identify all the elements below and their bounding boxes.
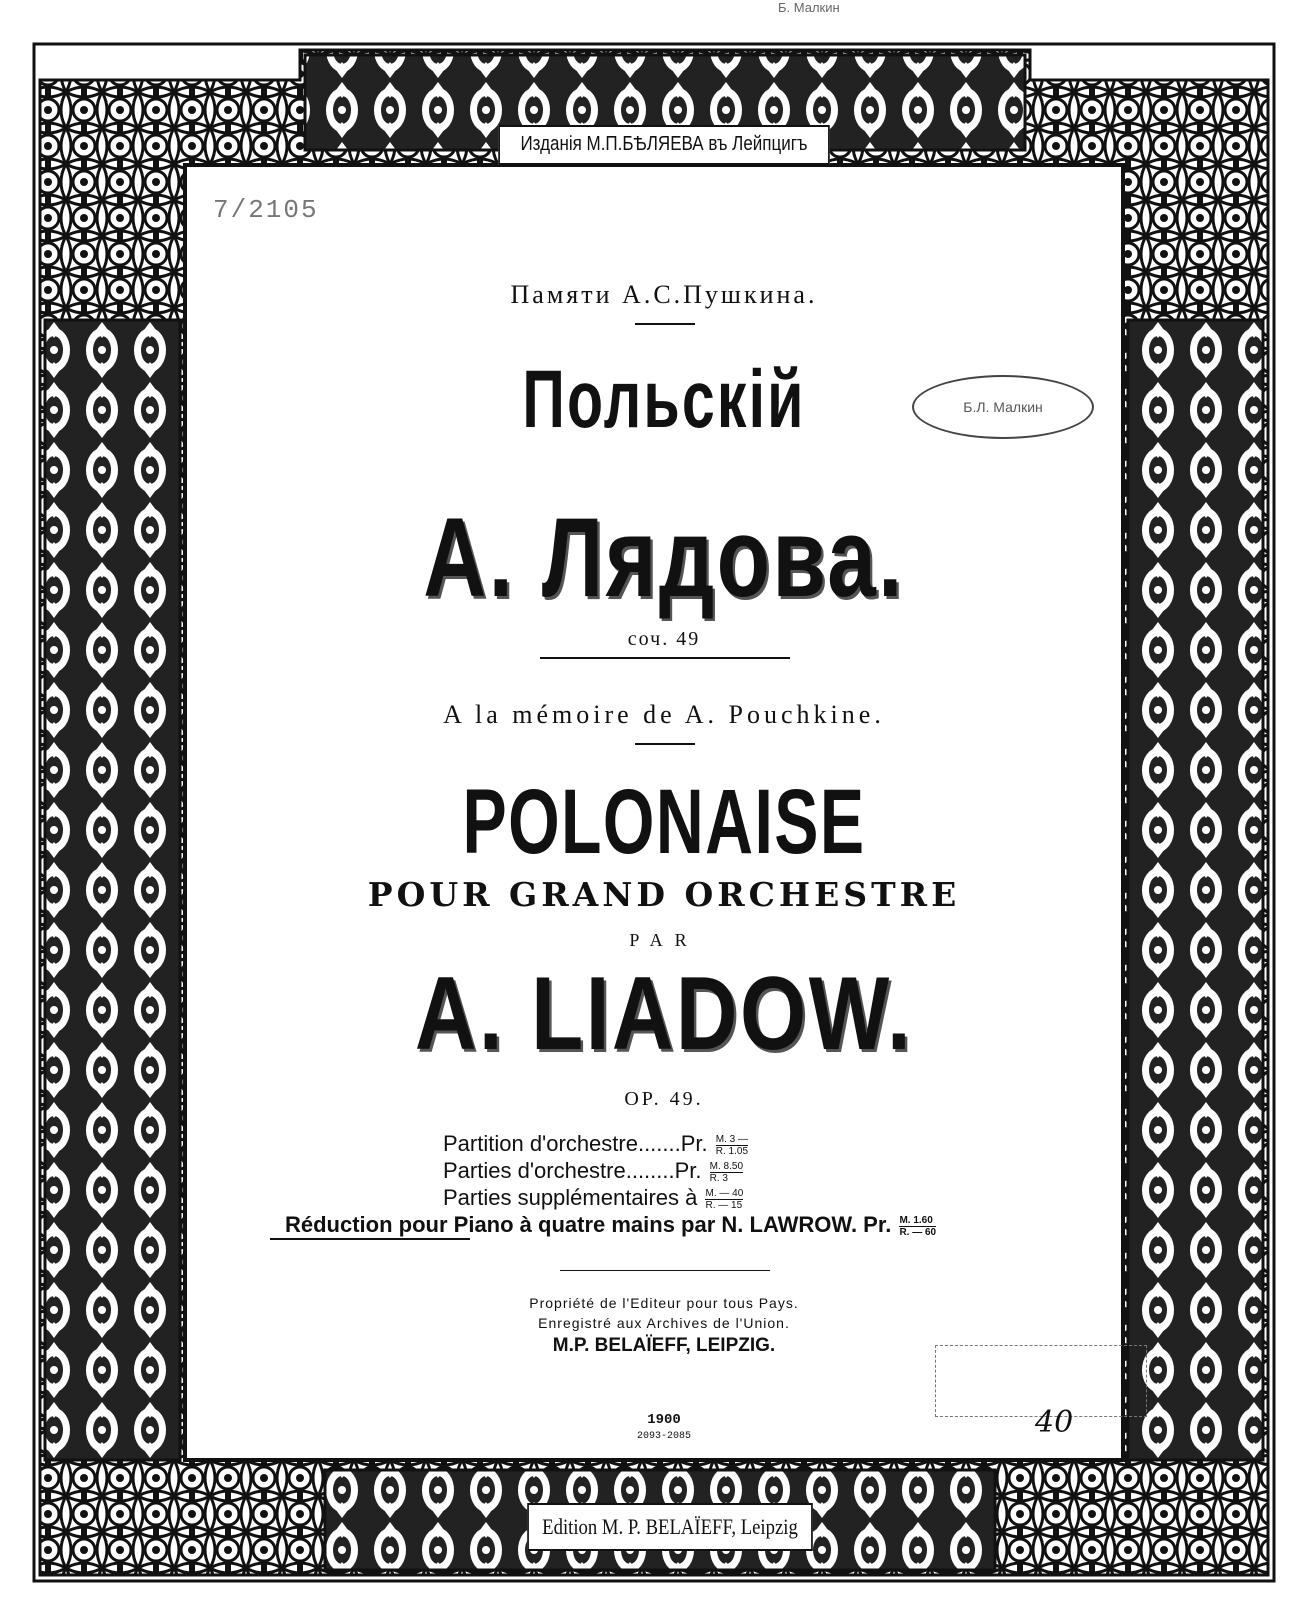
title-french: POLONAISE [462, 771, 866, 873]
price-row [443, 1157, 743, 1184]
price-label: Parties supplémentaires à [443, 1185, 698, 1210]
price-row [443, 1130, 748, 1157]
publisher-name: M.P. BELAÏEFF, LEIPZIG. [552, 1335, 776, 1356]
price-row [285, 1211, 936, 1238]
library-stamp: 7/2105 [213, 195, 319, 225]
title-page-content [185, 165, 1143, 1460]
price-value: $\frac{M. 1.60}{R. — 60}$ [899, 1214, 937, 1238]
rights-line-1: Propriété de l'Editeur pour tous Pays. [529, 1295, 799, 1311]
ornamental-divider [540, 657, 790, 659]
price-label: Partition d'orchestre.......Pr. [443, 1131, 708, 1156]
divider [560, 1270, 770, 1271]
dedication-french: A la mémoire de A. Pouchkine. [443, 700, 885, 729]
price-value: $\frac{M. 3 —}{R. 1.05}$ [715, 1133, 749, 1157]
publication-year: 1900 [647, 1412, 681, 1428]
price-row [443, 1184, 743, 1211]
price-label: Réduction pour Piano à quatre mains par N. LAWROW. Pr. [285, 1212, 892, 1237]
owner-oval-stamp: Б.Л. Малкин [912, 375, 1094, 439]
title-russian: Польскій [522, 354, 806, 445]
owner-stamp-top: Б. Малкин [778, 0, 840, 15]
par-label: PAR [629, 930, 699, 950]
divider [635, 743, 695, 745]
header-publisher-plate: Изданія М.П.БѢЛЯЕВА въ Лейпцигъ [498, 125, 830, 165]
plate-numbers: 2093-2085 [636, 1431, 691, 1442]
subtitle-french: POUR GRAND ORCHESTRE [367, 875, 961, 914]
divider [635, 323, 695, 325]
price-value: $\frac{M. — 40}{R. — 15}$ [705, 1187, 744, 1211]
handwritten-number: 40 [1035, 1405, 1074, 1440]
price-value: $\frac{M. 8.50}{R. 3}$ [709, 1160, 744, 1184]
composer-russian: А. Лядова. [423, 495, 905, 620]
dedication-russian: Памяти А.С.Пушкина. [510, 280, 818, 309]
rights-line-2: Enregistré aux Archives de l'Union. [538, 1315, 790, 1331]
underline [270, 1238, 470, 1240]
opus-french: OP. 49. [624, 1088, 704, 1110]
footer-edition-plate: Edition M. P. BELAÏEFF, Leipzig [527, 1503, 813, 1551]
opus-russian: соч. 49 [627, 628, 701, 650]
composer-french: A. LIADOW. [414, 956, 914, 1072]
price-label: Parties d'orchestre........Pr. [443, 1158, 702, 1183]
